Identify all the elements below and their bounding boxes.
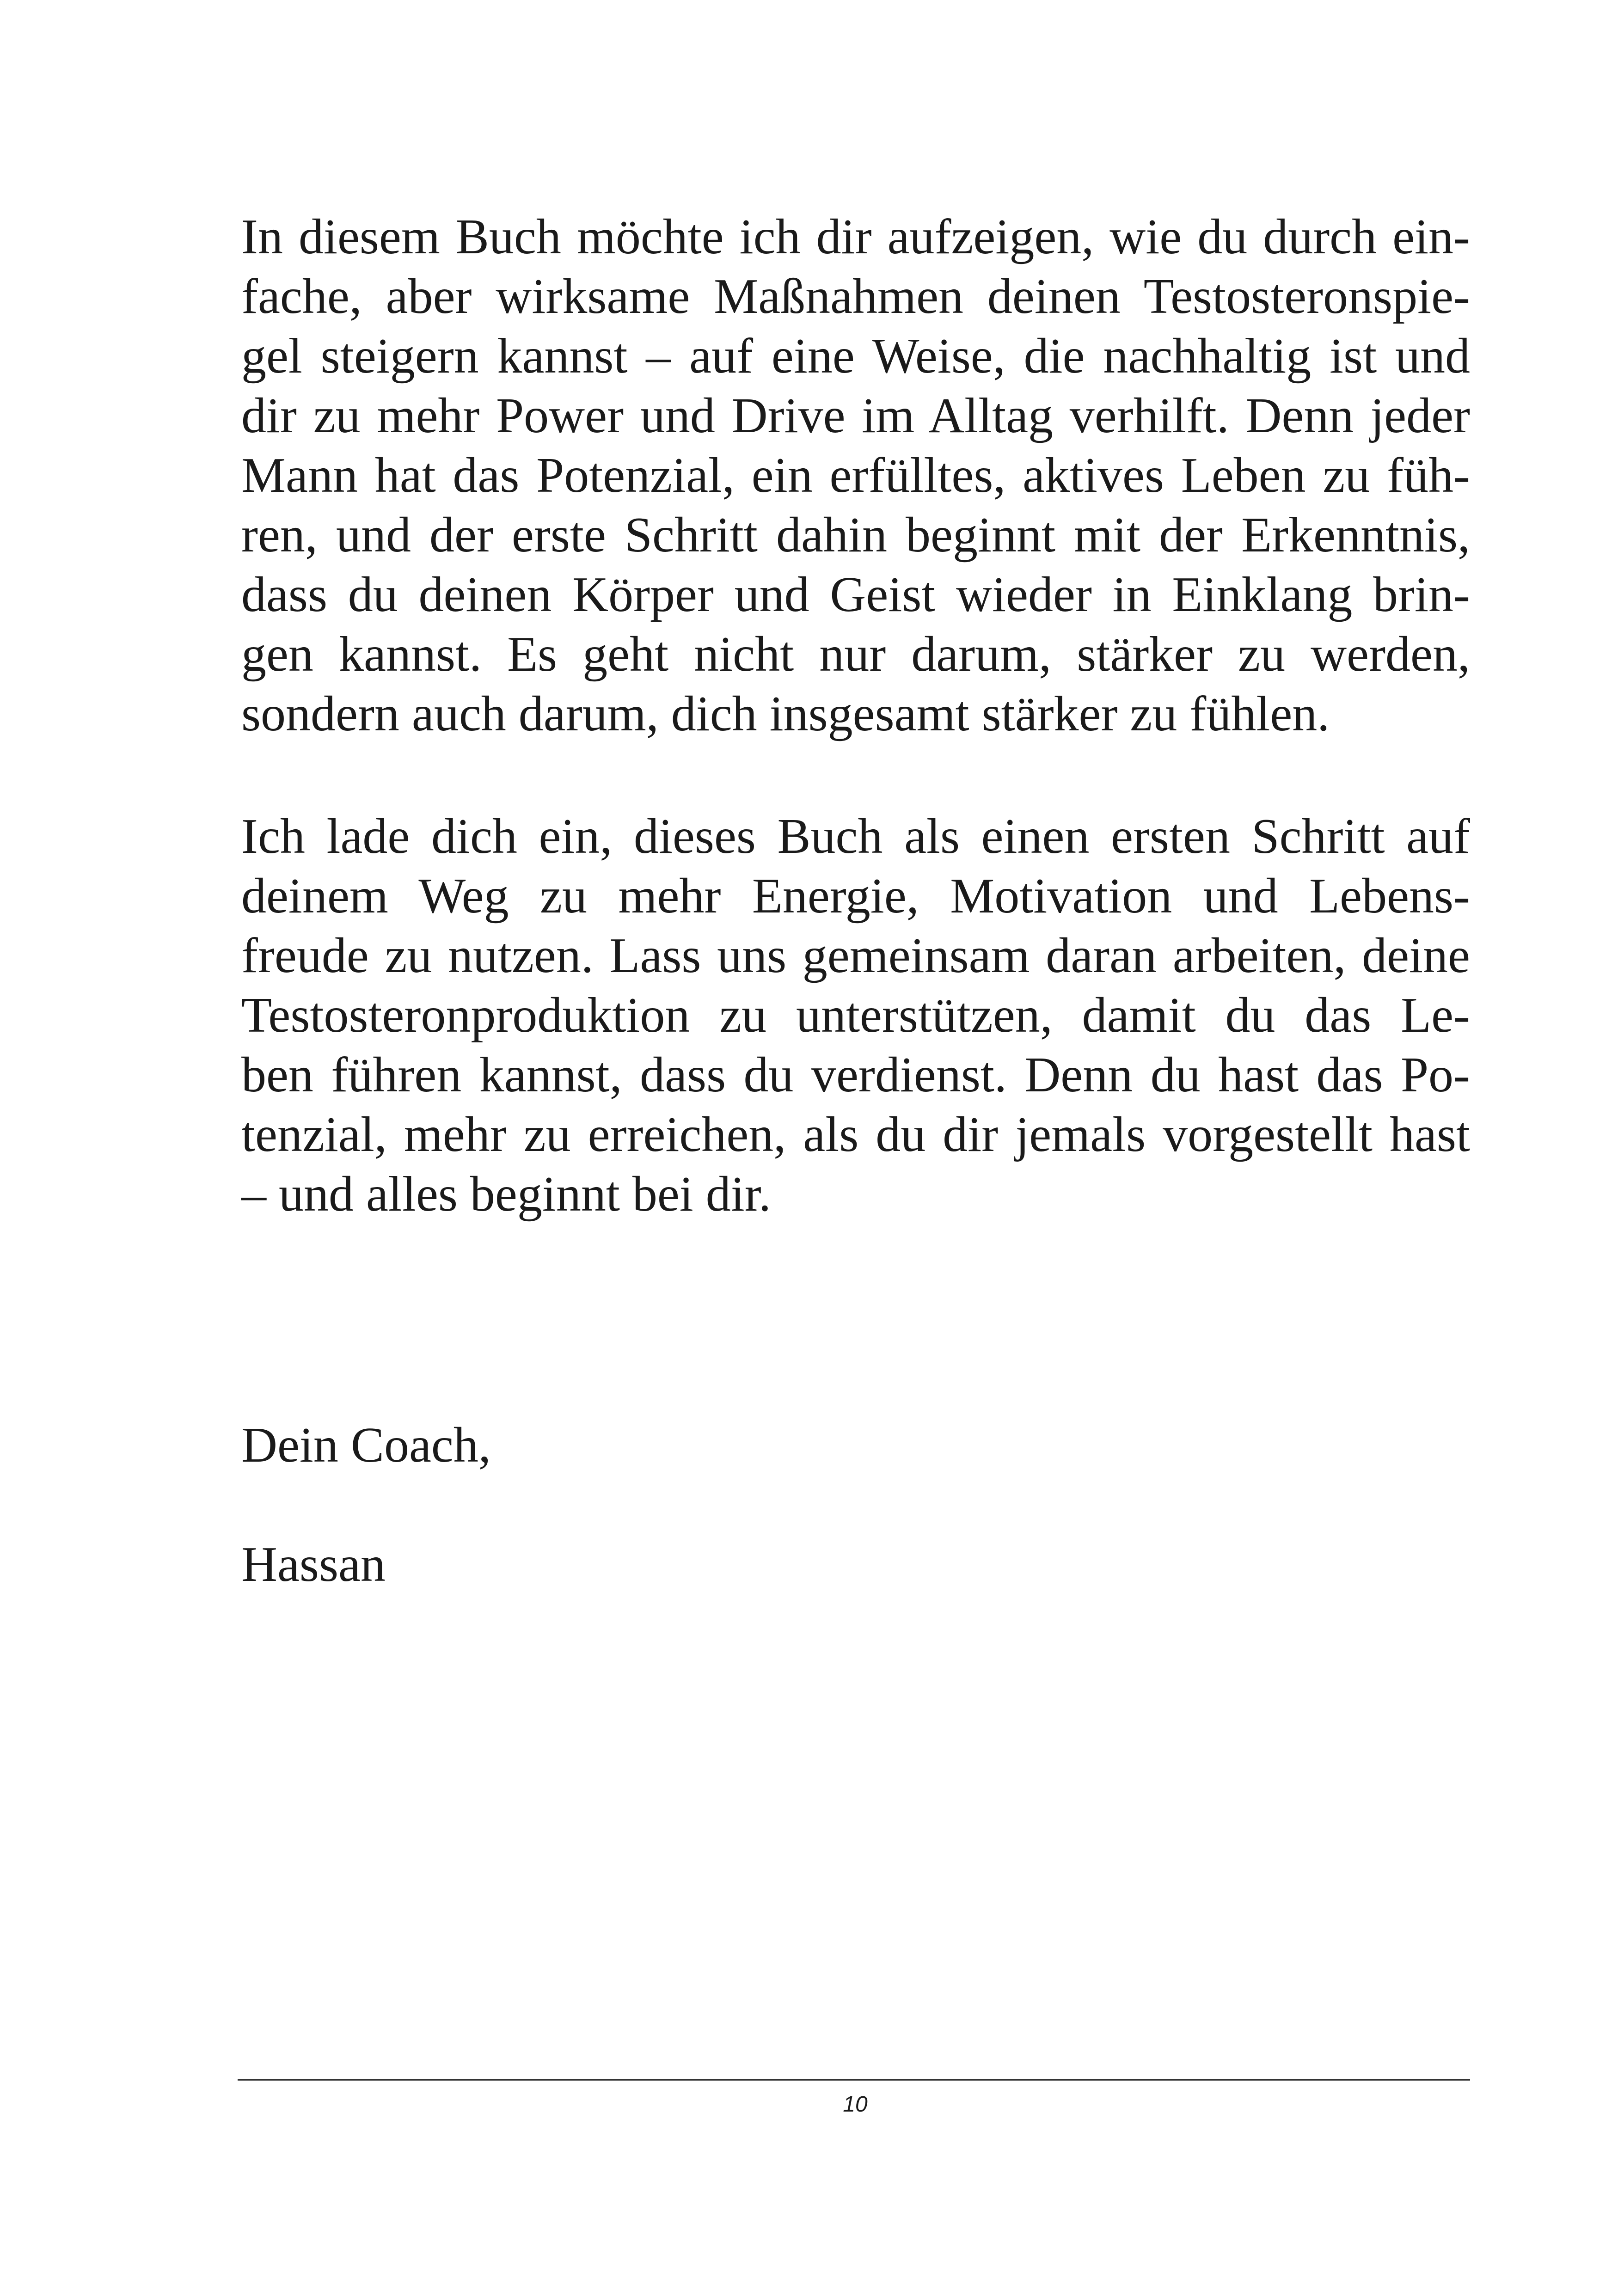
- footer-divider: [238, 2079, 1470, 2081]
- signature: [241, 1535, 1470, 1594]
- text-line: sondern auch darum, dich insgesamt stärker zu fühlen.: [241, 686, 1330, 741]
- text-line: gen kannst. Es geht nicht nur darum, stärker zu werden,: [241, 627, 1470, 682]
- page-number: 10: [843, 2092, 868, 2117]
- signature-name: Hassan: [241, 1537, 386, 1592]
- text-line: freude zu nutzen. Lass uns gemeinsam daran arbeiten, deine: [241, 928, 1470, 983]
- text-line: deinem Weg zu mehr Energie, Motivation und Lebens-: [241, 869, 1470, 924]
- text-line: dass du deinen Körper und Geist wieder in Einklang brin-: [241, 567, 1470, 622]
- text-line: ren, und der erste Schritt dahin beginnt mit der Erkenntnis,: [241, 508, 1470, 563]
- body-paragraph-2: [241, 807, 1470, 1224]
- text-line: Testosteronproduktion zu unterstützen, damit du das Le-: [241, 988, 1470, 1043]
- text-line: Mann hat das Potenzial, ein erfülltes, aktives Leben zu füh-: [241, 448, 1470, 503]
- text-line: gel steigern kannst – auf eine Weise, die nachhaltig ist und: [241, 329, 1470, 384]
- closing-text: Dein Coach,: [241, 1418, 491, 1473]
- text-line: fache, aber wirksame Maßnahmen deinen Testosteronspie-: [241, 269, 1470, 324]
- text-line: dir zu mehr Power und Drive im Alltag verhilft. Denn jeder: [241, 388, 1470, 443]
- closing-salutation: [241, 1415, 1470, 1475]
- text-line: tenzial, mehr zu erreichen, als du dir jemals vorgestellt hast: [241, 1107, 1470, 1162]
- body-paragraph-1: [241, 207, 1470, 744]
- text-line: In diesem Buch möchte ich dir aufzeigen, wie du durch ein-: [241, 209, 1470, 264]
- text-line: ben führen kannst, dass du verdienst. Denn du hast das Po-: [241, 1047, 1470, 1102]
- text-line: Ich lade dich ein, dieses Buch als einen ersten Schritt auf: [241, 809, 1470, 864]
- text-line: – und alles beginnt bei dir.: [241, 1167, 771, 1222]
